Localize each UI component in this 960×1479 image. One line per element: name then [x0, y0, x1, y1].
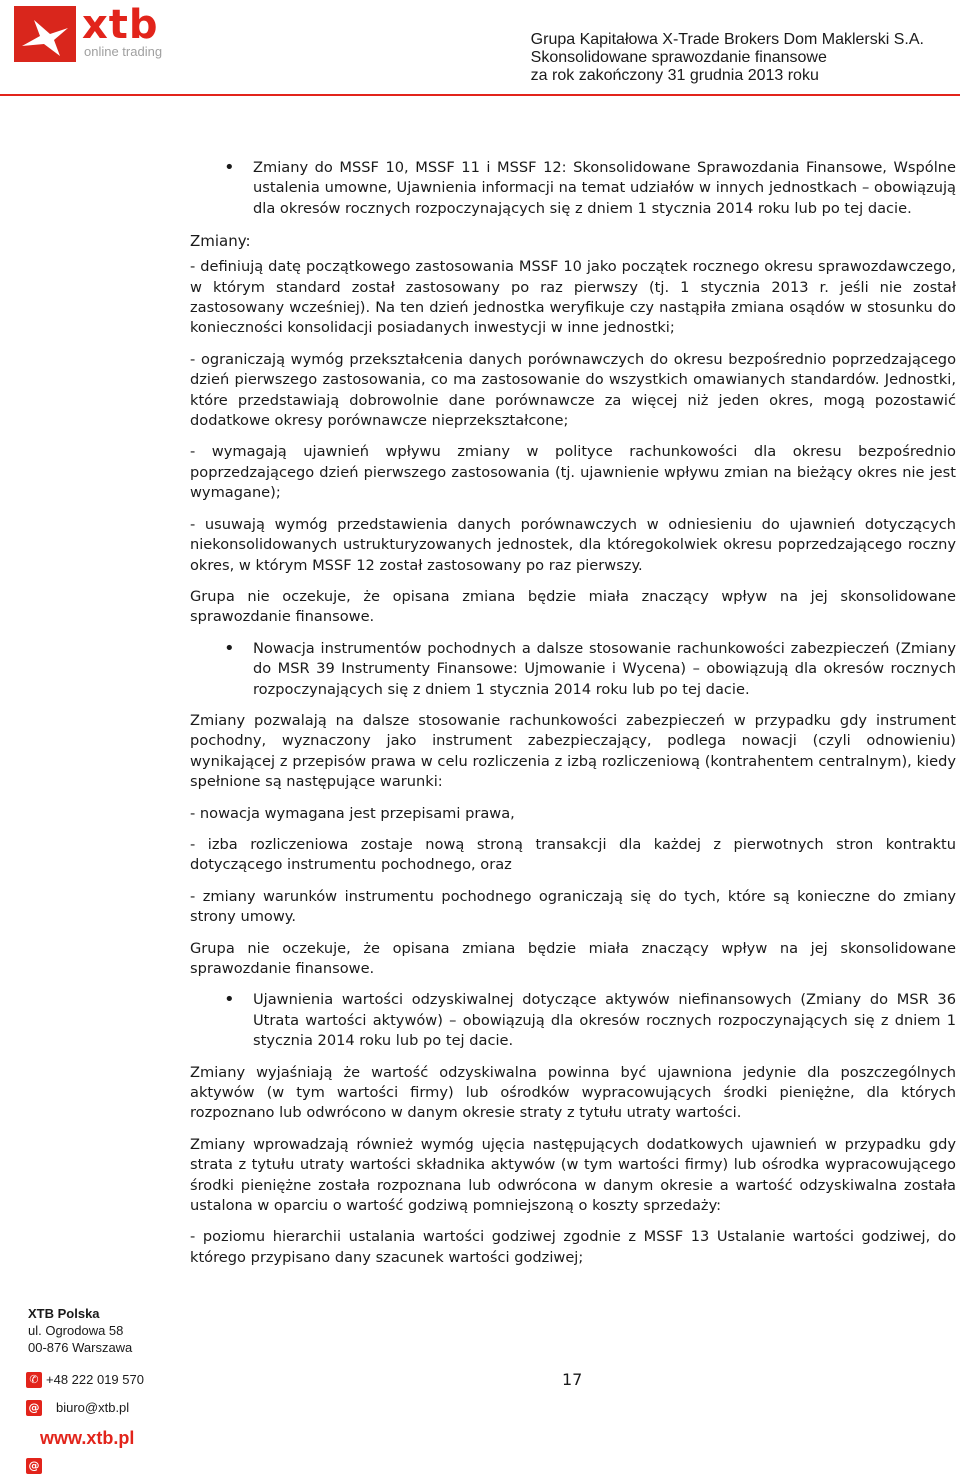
paragraph: - poziomu hierarchii ustalania wartości godziwej zgodnie z MSSF 13 Ustalanie wartości godziwej, do którego przypisano dany szacunek wartości godziwej; [190, 1228, 956, 1266]
bullet-item [190, 639, 956, 700]
heading-line-2: Skonsolidowane sprawozdanie finansowe [530, 49, 827, 66]
paragraph: Zmiany pozwalają na dalsze stosowanie rachunkowości zabezpieczeń w przypadku gdy instrument pochodny, wyznaczony jako instrument zabezpieczający, podlega nowacji (czyli odnowieniu) wynikającej z przepisów prawa w celu rozliczenia z izbą rozliczeniową (kontrahentem centralnym), kiedy spełnione są następujące warunki: [190, 711, 956, 791]
main-content [190, 158, 956, 1268]
xtb-logo [14, 2, 164, 66]
paragraph: - zmiany warunków instrumentu pochodnego ograniczają się do tych, które są konieczne do zmiany strony umowy. [190, 887, 956, 926]
company-name: XTB Polska [28, 1306, 100, 1321]
address-city: 00-876 Warszawa [28, 1340, 133, 1355]
bullet-text: Zmiany do MSSF 10, MSSF 11 i MSSF 12: Skonsolidowane Sprawozdania Finansowe, Wspólne ustalenia umowne, Ujawnienia informacji na temat udziałów w innych jednostkach – obowiązują dla okresów rocznych rozpoczynających się z dniem 1 stycznia 2014 roku lub po tej dacie. [253, 159, 956, 217]
heading-line-3: za rok zakończony 31 grudnia 2013 roku [530, 67, 819, 84]
heading-line-1: Grupa Kapitałowa X-Trade Brokers Dom Maklerski S.A. [530, 31, 924, 48]
bullet-item [190, 158, 956, 219]
bullet-text: Ujawnienia wartości odzyskiwalnej dotyczące aktywów niefinansowych (Zmiany do MSR 36 Utrata wartości aktywów) – obowiązują dla okresów rocznych rozpoczynających się z dniem 1 stycznia 2014 roku lub po tej dacie. [253, 991, 956, 1050]
paragraph: Zmiany wprowadzają również wymóg ujęcia następujących dodatkowych ujawnień w przypadku gdy strata z tytułu utraty wartości składnika aktywów (w tym wartości firmy) lub ośrodka wypracowującego środki pieniężne została rozpoznana lub odwrócona w danym okresie a wartość odzyskiwalna została ustalona w oparciu o wartość godziwą pomniejszoną o koszty sprzedaży: [190, 1135, 956, 1215]
page-header [0, 0, 960, 100]
paragraph: Zmiany wyjaśniają że wartość odzyskiwalna powinna być ujawniona jedynie dla poszczególnych aktywów (w tym wartości firmy) lub ośrodków wypracowujących środki pieniężne, dla których rozpoznano lub odwrócono w danym okresie straty z tytułu utraty wartości. [190, 1063, 956, 1122]
at-icon: @ [26, 1458, 42, 1474]
address-street: ul. Ogrodowa 58 [28, 1323, 124, 1338]
header-divider [0, 94, 960, 96]
bullet-icon: • [224, 637, 235, 659]
paragraph: - nowacja wymagana jest przepisami prawa, [190, 804, 515, 822]
bullet-icon: • [224, 157, 235, 178]
xtb-logo-mark-icon [14, 6, 76, 62]
email-icon: @ [26, 1400, 42, 1416]
footer-phone: +48 222 019 570 [46, 1372, 144, 1387]
paragraph: - wymagają ujawnień wpływu zmiany w polityce rachunkowości dla okresu bezpośrednio poprzedzającego dzień pierwszego zastosowania (tj. ujawnienie wpływu zmian na bieżący okres nie jest wymagane); [190, 443, 956, 502]
phone-icon: ✆ [26, 1372, 42, 1388]
side-label: Zmiany: [190, 232, 251, 250]
paragraph: Grupa nie oczekuje, że opisana zmiana będzie miała znaczący wpływ na jej skonsolidowane sprawozdanie finansowe. [190, 939, 956, 977]
footer-website-link[interactable]: www.xtb.pl [40, 1428, 135, 1448]
logo-subtitle: online trading [84, 44, 163, 59]
document-heading [531, 31, 924, 85]
bullet-text: Nowacja instrumentów pochodnych a dalsze stosowanie rachunkowości zabezpieczeń (Zmiany do MSR 39 Instrumenty Finansowe: Ujmowanie i Wycena) – obowiązują dla okresów rocznych rozpoczynających się z dniem 1 stycznia 2014 roku lub po tej dacie. [253, 639, 956, 698]
bullet-item [190, 990, 956, 1051]
paragraph: Grupa nie oczekuje, że opisana zmiana będzie miała znaczący wpływ na jej skonsolidowane sprawozdanie finansowe. [190, 587, 956, 626]
bullet-icon: • [224, 989, 235, 1011]
footer-email[interactable]: biuro@xtb.pl [56, 1400, 130, 1415]
paragraph: - definiują datę początkowego zastosowania MSSF 10 jako początek rocznego okresu sprawozdawczego, w którym standard został zastosowany po raz pierwszy (tj. 1 stycznia 2013 r. jeśli nie został zastosowany wcześniej). Na ten dzień jednostka weryfikuje czy nastąpiła zmiana osądów w stosunku do konieczności konsolidacji posiadanych inwestycji w inne jednostki; [190, 258, 956, 337]
logo-wordmark: xtb [82, 2, 159, 48]
paragraph: - usuwają wymóg przedstawienia danych porównawczych w odniesieniu do ujawnień dotyczących niekonsolidowanych ustrukturyzowanych jednostek, dla któregokolwiek okresu poprzedzającego roczny okres, w którym MSSF 12 został zastosowany po raz pierwszy. [190, 515, 956, 574]
paragraph: - ograniczają wymóg przekształcenia danych porównawczych do okresu bezpośrednio poprzedzającego dzień pierwszego zastosowania, co ma zastosowanie do wszystkich omawianych standardów. Jednostki, które przedstawiają dobrowolnie dane porównawcze za więcej niż jeden okres, mogą pozostawić dodatkowe okresy porównawcze nieprzekształcone; [190, 350, 956, 430]
page-footer [0, 1300, 960, 1479]
paragraph: - izba rozliczeniowa zostaje nową stroną transakcji dla każdej z pierwotnych stron kontraktu dotyczącego instrumentu pochodnego, oraz [190, 835, 956, 874]
page-number: 17 [562, 1370, 583, 1389]
footer-address [28, 1305, 132, 1356]
